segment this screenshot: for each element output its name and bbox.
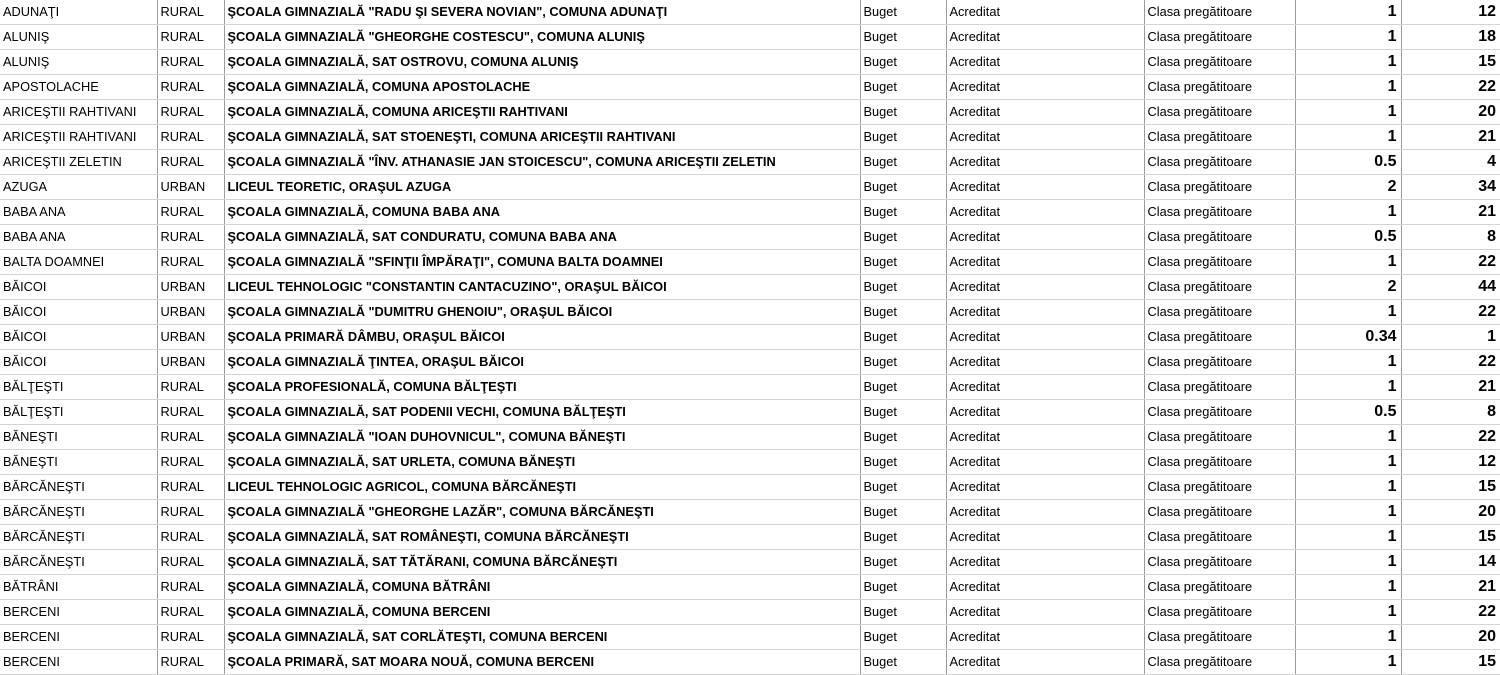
cell-funding[interactable]: Buget xyxy=(860,375,946,400)
cell-environment[interactable]: RURAL xyxy=(157,50,224,75)
cell-class-level[interactable]: Clasa pregătitoare xyxy=(1144,225,1295,250)
cell-locality[interactable]: ARICEŞTII ZELETIN xyxy=(0,150,157,175)
cell-funding[interactable]: Buget xyxy=(860,125,946,150)
table-row xyxy=(0,400,1500,425)
cell-classes[interactable]: 1 xyxy=(1295,25,1401,50)
cell-classes[interactable]: 1 xyxy=(1295,375,1401,400)
cell-classes[interactable]: 0.5 xyxy=(1295,400,1401,425)
cell-class-level[interactable]: Clasa pregătitoare xyxy=(1144,300,1295,325)
cell-locality[interactable]: BĂNEŞTI xyxy=(0,450,157,475)
cell-locality[interactable]: ALUNIŞ xyxy=(0,25,157,50)
cell-environment[interactable]: URBAN xyxy=(157,300,224,325)
table-row xyxy=(0,150,1500,175)
cell-funding[interactable]: Buget xyxy=(860,425,946,450)
cell-school[interactable]: ŞCOALA GIMNAZIALĂ, SAT CONDURATU, COMUNA BABA ANA xyxy=(224,225,860,250)
cell-school[interactable]: ŞCOALA GIMNAZIALĂ ŢINTEA, ORAŞUL BĂICOI xyxy=(224,350,860,375)
cell-status[interactable]: Acreditat xyxy=(946,0,1144,25)
cell-class-level[interactable]: Clasa pregătitoare xyxy=(1144,275,1295,300)
cell-status[interactable]: Acreditat xyxy=(946,200,1144,225)
table-row xyxy=(0,475,1500,500)
cell-funding[interactable]: Buget xyxy=(860,50,946,75)
cell-locality[interactable]: BĂICOI xyxy=(0,350,157,375)
cell-school[interactable]: ŞCOALA GIMNAZIALĂ "GHEORGHE COSTESCU", COMUNA ALUNIŞ xyxy=(224,25,860,50)
cell-school[interactable]: ŞCOALA GIMNAZIALĂ "GHEORGHE LAZĂR", COMUNA BĂRCĂNEŞTI xyxy=(224,500,860,525)
cell-status[interactable]: Acreditat xyxy=(946,425,1144,450)
cell-locality[interactable]: BĂRCĂNEŞTI xyxy=(0,500,157,525)
cell-count[interactable]: 12 xyxy=(1401,450,1500,475)
table-row xyxy=(0,100,1500,125)
cell-classes[interactable]: 0.5 xyxy=(1295,150,1401,175)
cell-school[interactable]: ŞCOALA GIMNAZIALĂ "SFINŢII ÎMPĂRAŢI", COMUNA BALTA DOAMNEI xyxy=(224,250,860,275)
cell-environment[interactable]: RURAL xyxy=(157,625,224,650)
cell-environment[interactable]: RURAL xyxy=(157,575,224,600)
cell-status[interactable]: Acreditat xyxy=(946,125,1144,150)
cell-count[interactable]: 15 xyxy=(1401,50,1500,75)
cell-environment[interactable]: RURAL xyxy=(157,100,224,125)
cell-classes[interactable]: 1 xyxy=(1295,625,1401,650)
cell-class-level[interactable]: Clasa pregătitoare xyxy=(1144,25,1295,50)
cell-class-level[interactable]: Clasa pregătitoare xyxy=(1144,375,1295,400)
cell-school[interactable]: ŞCOALA GIMNAZIALĂ, SAT STOENEŞTI, COMUNA ARICEŞTII RAHTIVANI xyxy=(224,125,860,150)
cell-locality[interactable]: BĂLŢEŞTI xyxy=(0,400,157,425)
cell-funding[interactable]: Buget xyxy=(860,325,946,350)
cell-funding[interactable]: Buget xyxy=(860,250,946,275)
cell-funding[interactable]: Buget xyxy=(860,600,946,625)
cell-locality[interactable]: BĂTRÂNI xyxy=(0,575,157,600)
table-row xyxy=(0,300,1500,325)
table-row xyxy=(0,125,1500,150)
cell-locality[interactable]: APOSTOLACHE xyxy=(0,75,157,100)
cell-classes[interactable]: 1 xyxy=(1295,450,1401,475)
cell-funding[interactable]: Buget xyxy=(860,450,946,475)
cell-classes[interactable]: 0.34 xyxy=(1295,325,1401,350)
cell-funding[interactable]: Buget xyxy=(860,75,946,100)
table-row xyxy=(0,575,1500,600)
cell-class-level[interactable]: Clasa pregătitoare xyxy=(1144,475,1295,500)
cell-class-level[interactable]: Clasa pregătitoare xyxy=(1144,625,1295,650)
cell-count[interactable]: 22 xyxy=(1401,600,1500,625)
table-row xyxy=(0,325,1500,350)
cell-status[interactable]: Acreditat xyxy=(946,275,1144,300)
cell-locality[interactable]: BALTA DOAMNEI xyxy=(0,250,157,275)
cell-environment[interactable]: RURAL xyxy=(157,0,224,25)
cell-class-level[interactable]: Clasa pregătitoare xyxy=(1144,50,1295,75)
cell-status[interactable]: Acreditat xyxy=(946,550,1144,575)
cell-environment[interactable]: RURAL xyxy=(157,500,224,525)
cell-school[interactable]: ŞCOALA GIMNAZIALĂ "ÎNV. ATHANASIE JAN STOICESCU", COMUNA ARICEŞTII ZELETIN xyxy=(224,150,860,175)
cell-class-level[interactable]: Clasa pregătitoare xyxy=(1144,525,1295,550)
cell-count[interactable]: 22 xyxy=(1401,300,1500,325)
cell-count[interactable]: 21 xyxy=(1401,575,1500,600)
cell-count[interactable]: 22 xyxy=(1401,250,1500,275)
table-row xyxy=(0,25,1500,50)
cell-status[interactable]: Acreditat xyxy=(946,400,1144,425)
cell-environment[interactable]: RURAL xyxy=(157,200,224,225)
cell-count[interactable]: 22 xyxy=(1401,75,1500,100)
cell-status[interactable]: Acreditat xyxy=(946,525,1144,550)
cell-environment[interactable]: RURAL xyxy=(157,600,224,625)
cell-school[interactable]: ŞCOALA GIMNAZIALĂ "DUMITRU GHENOIU", ORAŞUL BĂICOI xyxy=(224,300,860,325)
cell-environment[interactable]: RURAL xyxy=(157,150,224,175)
cell-environment[interactable]: URBAN xyxy=(157,175,224,200)
cell-environment[interactable]: RURAL xyxy=(157,475,224,500)
cell-status[interactable]: Acreditat xyxy=(946,650,1144,675)
cell-class-level[interactable]: Clasa pregătitoare xyxy=(1144,550,1295,575)
cell-count[interactable]: 12 xyxy=(1401,0,1500,25)
cell-locality[interactable]: BĂNEŞTI xyxy=(0,425,157,450)
cell-locality[interactable]: BĂRCĂNEŞTI xyxy=(0,525,157,550)
cell-status[interactable]: Acreditat xyxy=(946,250,1144,275)
cell-class-level[interactable]: Clasa pregătitoare xyxy=(1144,175,1295,200)
cell-school[interactable]: ŞCOALA PRIMARĂ DÂMBU, ORAŞUL BĂICOI xyxy=(224,325,860,350)
table-row xyxy=(0,375,1500,400)
cell-class-level[interactable]: Clasa pregătitoare xyxy=(1144,325,1295,350)
cell-status[interactable]: Acreditat xyxy=(946,500,1144,525)
cell-classes[interactable]: 1 xyxy=(1295,200,1401,225)
cell-classes[interactable]: 2 xyxy=(1295,175,1401,200)
cell-count[interactable]: 8 xyxy=(1401,225,1500,250)
cell-class-level[interactable]: Clasa pregătitoare xyxy=(1144,150,1295,175)
cell-funding[interactable]: Buget xyxy=(860,550,946,575)
cell-status[interactable]: Acreditat xyxy=(946,25,1144,50)
cell-count[interactable]: 15 xyxy=(1401,525,1500,550)
cell-locality[interactable]: ARICEŞTII RAHTIVANI xyxy=(0,100,157,125)
cell-count[interactable]: 4 xyxy=(1401,150,1500,175)
cell-school[interactable]: ŞCOALA GIMNAZIALĂ, COMUNA APOSTOLACHE xyxy=(224,75,860,100)
cell-locality[interactable]: BABA ANA xyxy=(0,200,157,225)
cell-class-level[interactable]: Clasa pregătitoare xyxy=(1144,75,1295,100)
cell-funding[interactable]: Buget xyxy=(860,175,946,200)
cell-funding[interactable]: Buget xyxy=(860,225,946,250)
cell-classes[interactable]: 1 xyxy=(1295,300,1401,325)
cell-funding[interactable]: Buget xyxy=(860,100,946,125)
cell-environment[interactable]: URBAN xyxy=(157,275,224,300)
cell-count[interactable]: 18 xyxy=(1401,25,1500,50)
table-row xyxy=(0,175,1500,200)
cell-locality[interactable]: BERCENI xyxy=(0,650,157,675)
cell-class-level[interactable]: Clasa pregătitoare xyxy=(1144,350,1295,375)
cell-count[interactable]: 22 xyxy=(1401,425,1500,450)
cell-classes[interactable]: 1 xyxy=(1295,650,1401,675)
cell-classes[interactable]: 1 xyxy=(1295,0,1401,25)
cell-school[interactable]: LICEUL TEHNOLOGIC AGRICOL, COMUNA BĂRCĂNEŞTI xyxy=(224,475,860,500)
cell-count[interactable]: 22 xyxy=(1401,350,1500,375)
cell-status[interactable]: Acreditat xyxy=(946,225,1144,250)
cell-funding[interactable]: Buget xyxy=(860,25,946,50)
cell-school[interactable]: LICEUL TEORETIC, ORAŞUL AZUGA xyxy=(224,175,860,200)
cell-classes[interactable]: 1 xyxy=(1295,425,1401,450)
cell-locality[interactable]: BERCENI xyxy=(0,625,157,650)
cell-funding[interactable]: Buget xyxy=(860,300,946,325)
cell-classes[interactable]: 1 xyxy=(1295,350,1401,375)
cell-funding[interactable]: Buget xyxy=(860,625,946,650)
cell-class-level[interactable]: Clasa pregătitoare xyxy=(1144,600,1295,625)
cell-count[interactable]: 21 xyxy=(1401,125,1500,150)
cell-environment[interactable]: URBAN xyxy=(157,350,224,375)
cell-count[interactable]: 20 xyxy=(1401,500,1500,525)
cell-status[interactable]: Acreditat xyxy=(946,50,1144,75)
cell-funding[interactable]: Buget xyxy=(860,275,946,300)
cell-locality[interactable]: ADUNAŢI xyxy=(0,0,157,25)
cell-count[interactable]: 1 xyxy=(1401,325,1500,350)
table-row xyxy=(0,50,1500,75)
cell-classes[interactable]: 1 xyxy=(1295,250,1401,275)
cell-class-level[interactable]: Clasa pregătitoare xyxy=(1144,575,1295,600)
cell-locality[interactable]: BĂRCĂNEŞTI xyxy=(0,475,157,500)
cell-school[interactable]: ŞCOALA PRIMARĂ, SAT MOARA NOUĂ, COMUNA BERCENI xyxy=(224,650,860,675)
cell-environment[interactable]: RURAL xyxy=(157,450,224,475)
table-row xyxy=(0,0,1500,25)
cell-class-level[interactable]: Clasa pregătitoare xyxy=(1144,400,1295,425)
cell-status[interactable]: Acreditat xyxy=(946,100,1144,125)
cell-status[interactable]: Acreditat xyxy=(946,375,1144,400)
cell-count[interactable]: 20 xyxy=(1401,625,1500,650)
cell-count[interactable]: 21 xyxy=(1401,375,1500,400)
cell-school[interactable]: ŞCOALA GIMNAZIALĂ "IOAN DUHOVNICUL", COMUNA BĂNEŞTI xyxy=(224,425,860,450)
table-row xyxy=(0,200,1500,225)
cell-environment[interactable]: RURAL xyxy=(157,550,224,575)
cell-classes[interactable]: 0.5 xyxy=(1295,225,1401,250)
cell-classes[interactable]: 1 xyxy=(1295,125,1401,150)
cell-environment[interactable]: URBAN xyxy=(157,325,224,350)
cell-classes[interactable]: 1 xyxy=(1295,100,1401,125)
cell-school[interactable]: LICEUL TEHNOLOGIC "CONSTANTIN CANTACUZINO", ORAŞUL BĂICOI xyxy=(224,275,860,300)
cell-status[interactable]: Acreditat xyxy=(946,175,1144,200)
cell-status[interactable]: Acreditat xyxy=(946,450,1144,475)
cell-funding[interactable]: Buget xyxy=(860,575,946,600)
cell-school[interactable]: ŞCOALA GIMNAZIALĂ, SAT OSTROVU, COMUNA ALUNIŞ xyxy=(224,50,860,75)
cell-class-level[interactable]: Clasa pregătitoare xyxy=(1144,200,1295,225)
cell-school[interactable]: ŞCOALA GIMNAZIALĂ, SAT ROMÂNEŞTI, COMUNA BĂRCĂNEŞTI xyxy=(224,525,860,550)
table-row xyxy=(0,250,1500,275)
cell-school[interactable]: ŞCOALA GIMNAZIALĂ, SAT TĂTĂRANI, COMUNA BĂRCĂNEŞTI xyxy=(224,550,860,575)
cell-locality[interactable]: BĂLŢEŞTI xyxy=(0,375,157,400)
cell-status[interactable]: Acreditat xyxy=(946,625,1144,650)
cell-environment[interactable]: RURAL xyxy=(157,75,224,100)
cell-class-level[interactable]: Clasa pregătitoare xyxy=(1144,500,1295,525)
table-row xyxy=(0,450,1500,475)
cell-class-level[interactable]: Clasa pregătitoare xyxy=(1144,100,1295,125)
table-row xyxy=(0,525,1500,550)
cell-funding[interactable]: Buget xyxy=(860,400,946,425)
cell-class-level[interactable]: Clasa pregătitoare xyxy=(1144,0,1295,25)
cell-locality[interactable]: BĂRCĂNEŞTI xyxy=(0,550,157,575)
cell-class-level[interactable]: Clasa pregătitoare xyxy=(1144,425,1295,450)
cell-class-level[interactable]: Clasa pregătitoare xyxy=(1144,125,1295,150)
cell-funding[interactable]: Buget xyxy=(860,525,946,550)
table-row xyxy=(0,275,1500,300)
table-row xyxy=(0,500,1500,525)
cell-count[interactable]: 21 xyxy=(1401,200,1500,225)
cell-school[interactable]: ŞCOALA GIMNAZIALĂ, COMUNA BERCENI xyxy=(224,600,860,625)
cell-classes[interactable]: 1 xyxy=(1295,500,1401,525)
cell-environment[interactable]: RURAL xyxy=(157,375,224,400)
cell-count[interactable]: 15 xyxy=(1401,650,1500,675)
cell-classes[interactable]: 1 xyxy=(1295,550,1401,575)
table-row xyxy=(0,350,1500,375)
cell-locality[interactable]: BERCENI xyxy=(0,600,157,625)
cell-status[interactable]: Acreditat xyxy=(946,350,1144,375)
cell-count[interactable]: 8 xyxy=(1401,400,1500,425)
cell-funding[interactable]: Buget xyxy=(860,475,946,500)
cell-environment[interactable]: RURAL xyxy=(157,650,224,675)
cell-status[interactable]: Acreditat xyxy=(946,475,1144,500)
cell-funding[interactable]: Buget xyxy=(860,500,946,525)
cell-status[interactable]: Acreditat xyxy=(946,150,1144,175)
cell-school[interactable]: ŞCOALA GIMNAZIALĂ, SAT CORLĂTEŞTI, COMUNA BERCENI xyxy=(224,625,860,650)
table-row xyxy=(0,625,1500,650)
cell-status[interactable]: Acreditat xyxy=(946,75,1144,100)
cell-count[interactable]: 44 xyxy=(1401,275,1500,300)
cell-classes[interactable]: 1 xyxy=(1295,475,1401,500)
cell-status[interactable]: Acreditat xyxy=(946,600,1144,625)
cell-funding[interactable]: Buget xyxy=(860,650,946,675)
table-row xyxy=(0,600,1500,625)
cell-environment[interactable]: RURAL xyxy=(157,525,224,550)
table-row xyxy=(0,425,1500,450)
cell-locality[interactable]: BĂICOI xyxy=(0,275,157,300)
cell-environment[interactable]: RURAL xyxy=(157,425,224,450)
cell-classes[interactable]: 2 xyxy=(1295,275,1401,300)
cell-classes[interactable]: 1 xyxy=(1295,600,1401,625)
cell-class-level[interactable]: Clasa pregătitoare xyxy=(1144,650,1295,675)
table-row xyxy=(0,225,1500,250)
cell-environment[interactable]: RURAL xyxy=(157,225,224,250)
cell-locality[interactable]: BABA ANA xyxy=(0,225,157,250)
cell-funding[interactable]: Buget xyxy=(860,0,946,25)
cell-funding[interactable]: Buget xyxy=(860,200,946,225)
cell-locality[interactable]: BĂICOI xyxy=(0,300,157,325)
cell-locality[interactable]: ALUNIŞ xyxy=(0,50,157,75)
cell-environment[interactable]: RURAL xyxy=(157,400,224,425)
cell-school[interactable]: ŞCOALA GIMNAZIALĂ, COMUNA BABA ANA xyxy=(224,200,860,225)
cell-school[interactable]: ŞCOALA GIMNAZIALĂ, SAT URLETA, COMUNA BĂNEŞTI xyxy=(224,450,860,475)
cell-count[interactable]: 14 xyxy=(1401,550,1500,575)
table-row xyxy=(0,550,1500,575)
cell-classes[interactable]: 1 xyxy=(1295,75,1401,100)
cell-school[interactable]: ŞCOALA GIMNAZIALĂ, COMUNA BĂTRÂNI xyxy=(224,575,860,600)
cell-classes[interactable]: 1 xyxy=(1295,50,1401,75)
cell-funding[interactable]: Buget xyxy=(860,150,946,175)
cell-classes[interactable]: 1 xyxy=(1295,525,1401,550)
cell-funding[interactable]: Buget xyxy=(860,350,946,375)
table-row xyxy=(0,75,1500,100)
cell-school[interactable]: ŞCOALA GIMNAZIALĂ, COMUNA ARICEŞTII RAHTIVANI xyxy=(224,100,860,125)
cell-classes[interactable]: 1 xyxy=(1295,575,1401,600)
cell-status[interactable]: Acreditat xyxy=(946,575,1144,600)
cell-count[interactable]: 34 xyxy=(1401,175,1500,200)
cell-class-level[interactable]: Clasa pregătitoare xyxy=(1144,450,1295,475)
cell-count[interactable]: 20 xyxy=(1401,100,1500,125)
cell-environment[interactable]: RURAL xyxy=(157,250,224,275)
cell-status[interactable]: Acreditat xyxy=(946,325,1144,350)
cell-environment[interactable]: RURAL xyxy=(157,25,224,50)
cell-school[interactable]: ŞCOALA GIMNAZIALĂ "RADU ŞI SEVERA NOVIAN", COMUNA ADUNAŢI xyxy=(224,0,860,25)
cell-school[interactable]: ŞCOALA GIMNAZIALĂ, SAT PODENII VECHI, COMUNA BĂLŢEŞTI xyxy=(224,400,860,425)
cell-environment[interactable]: RURAL xyxy=(157,125,224,150)
cell-class-level[interactable]: Clasa pregătitoare xyxy=(1144,250,1295,275)
cell-status[interactable]: Acreditat xyxy=(946,300,1144,325)
cell-locality[interactable]: ARICEŞTII RAHTIVANI xyxy=(0,125,157,150)
cell-locality[interactable]: AZUGA xyxy=(0,175,157,200)
cell-locality[interactable]: BĂICOI xyxy=(0,325,157,350)
cell-school[interactable]: ŞCOALA PROFESIONALĂ, COMUNA BĂLŢEŞTI xyxy=(224,375,860,400)
cell-count[interactable]: 15 xyxy=(1401,475,1500,500)
